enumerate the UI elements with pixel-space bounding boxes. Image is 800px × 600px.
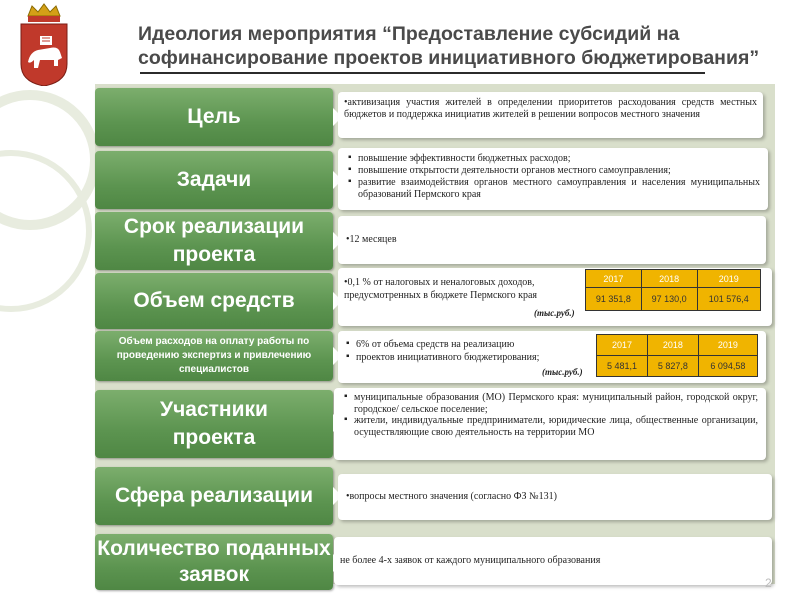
count-box [334,537,772,585]
list-item: ▪ жители, индивидуальные предприниматели, юридические лица, общественные организации, осуществляющие свою деятельность на территории МО [354,415,758,438]
table-cell-year: 2018 [647,335,698,356]
list-item: ▪ муниципальные образования (МО) Пермского края: муниципальный район, городской округ, городское/ сельское поселение; [354,392,758,415]
expenses-list [344,338,616,364]
goal-text: •активизация участия жителей в определении приоритетов расходования средств местных бюджетов и поддержка инициатив жителей в решении вопросов местного значения [344,97,757,120]
page-title: Идеология мероприятия “Предоставление субсидий на софинансирование проектов инициативного бюджетирования” [138,23,760,69]
table-cell-value: 5 827,8 [647,356,698,377]
list-item: ▪ повышение открытости деятельности органов местного самоуправления; [358,165,760,177]
list-item: ▪ развитие взаимодействия органов местного самоуправления и населения муниципальных образований Пермского края [358,177,760,201]
term-label: Срок реализации проекта [95,212,333,270]
title-underline [140,72,705,74]
volume-table [585,269,761,311]
participants-box [334,388,766,460]
term-text: •12 месяцев [346,234,397,245]
table-cell-year: 2017 [597,335,648,356]
tasks-list [346,153,760,201]
expenses-label: Объем расходов на оплату работы по проведению экспертиз и привлечению специалистов [95,331,333,381]
volume-unit: (тыс.руб.) [534,308,575,318]
count-text: не более 4-х заявок от каждого муниципального образования [340,555,601,566]
table-cell-year: 2017 [586,270,642,288]
tasks-label: Задачи [95,151,333,209]
perm-coat-of-arms-icon [18,2,70,86]
count-label: Количество поданных заявок [95,534,333,590]
goal-label: Цель [95,88,333,146]
volume-label: Объем средств [95,273,333,329]
participants-label: Участники проекта [95,390,333,458]
table-cell-year: 2019 [698,335,757,356]
table-row [586,270,761,288]
table-row [597,356,758,377]
list-item: ▪ проектов инициативного бюджетирования; [356,351,616,364]
sphere-box [338,474,772,520]
list-item: ▪ 6% от объема средств на реализацию [356,338,616,351]
table-cell-value: 101 576,4 [697,288,761,311]
table-row [597,335,758,356]
expenses-table [596,334,758,377]
table-cell-year: 2018 [641,270,697,288]
table-cell-value: 6 094,58 [698,356,757,377]
tasks-box [338,148,768,210]
volume-text: •0,1 % от налоговых и неналоговых доходов, предусмотренных в бюджете Пермского края [344,277,537,301]
term-box [338,216,766,264]
table-cell-value: 97 130,0 [641,288,697,311]
sphere-label: Сфера реализации [95,467,333,525]
participants-list [342,392,758,438]
table-cell-value: 91 351,8 [586,288,642,311]
list-item: ▪ повышение эффективности бюджетных расходов; [358,153,760,165]
table-cell-value: 5 481,1 [597,356,648,377]
page-number: 2 [765,576,772,590]
table-row [586,288,761,311]
sphere-text: •вопросы местного значения (согласно ФЗ №131) [346,491,557,502]
goal-box [338,92,763,138]
table-cell-year: 2019 [697,270,761,288]
expenses-unit: (тыс.руб.) [542,367,583,377]
